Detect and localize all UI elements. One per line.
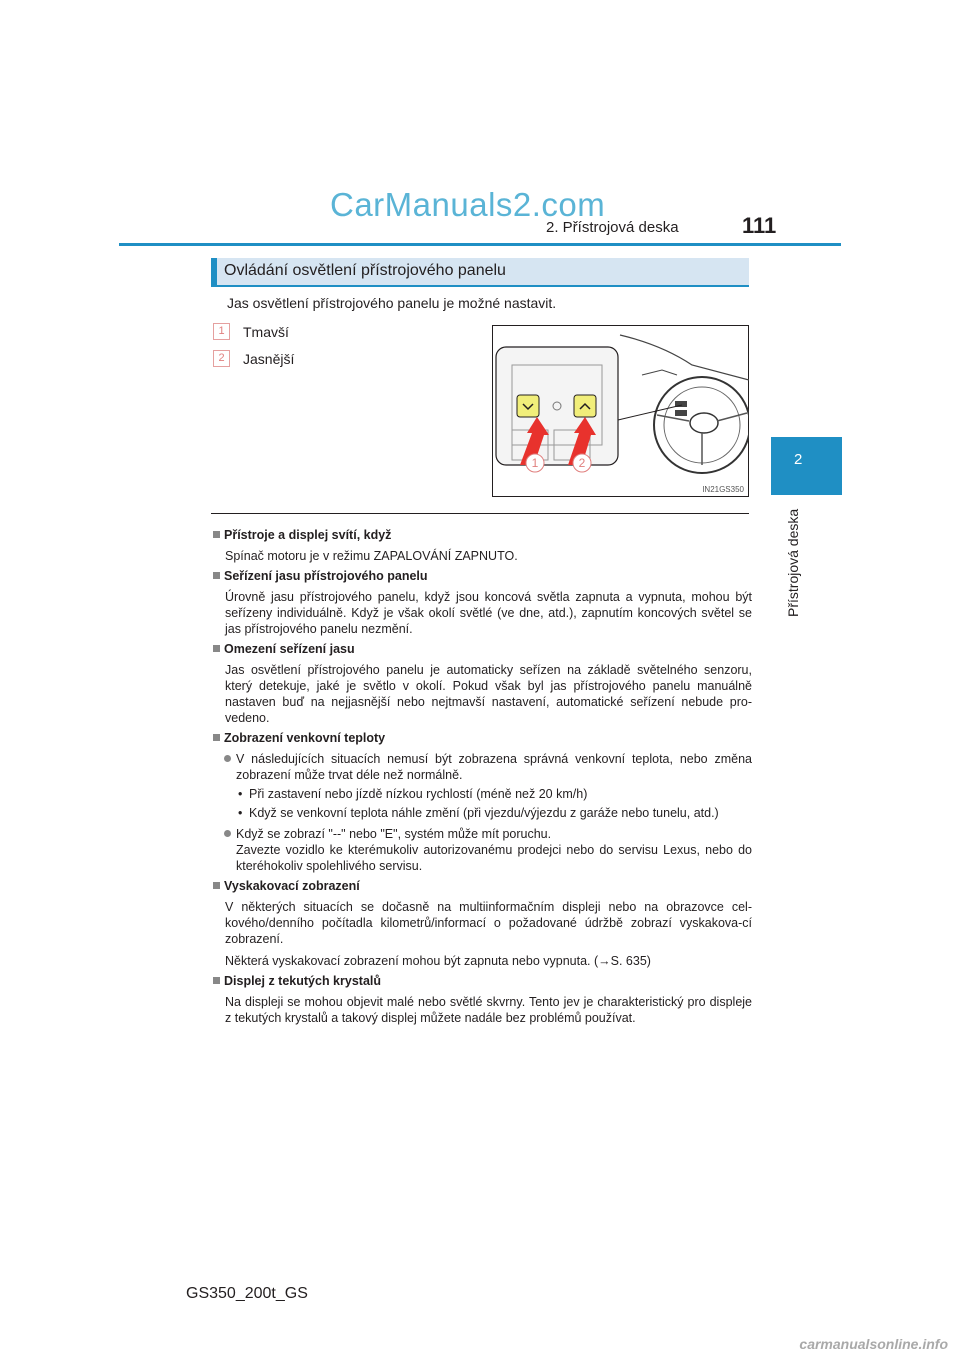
watermark-carmanuals: CarManuals2.com bbox=[330, 186, 606, 223]
chapter-title: 2. Přístrojová deska bbox=[546, 219, 679, 236]
header-rule bbox=[119, 243, 841, 246]
note-title-limits: Omezení seřízení jasu bbox=[212, 641, 752, 657]
chapter-side-label bbox=[785, 507, 805, 617]
notes-separator bbox=[211, 513, 749, 514]
item-number-1: 1 bbox=[213, 323, 230, 340]
chapter-side-label-text: Přístrojová deska bbox=[785, 508, 801, 617]
item-number-2: 2 bbox=[213, 350, 230, 367]
chapter-tab bbox=[771, 437, 842, 495]
notes-section bbox=[212, 523, 752, 1026]
note-sub-temp-2: • Když se venkovní teplota náhle změní (při vjezdu/výjezdu z garáže nebo tunelu, atd.) bbox=[212, 805, 752, 821]
note-body-limits: Jas osvětlení přístrojového panelu je automaticky seřízen na základě světelného senzoru, který detekuje, jaké je světlo v okolí. Pokud však byl jas přístrojového panelu manuálně nastaven buď na nejjasnější nebo nejtmavší nastavení, automatické seřízení nebude pro-vedeno. bbox=[225, 663, 752, 725]
note-body-brightness-adjust: Úrovně jasu přístrojového panelu, když jsou koncová světla zapnuta a vypnuta, mohou být seřízeny individuálně. Když je však okolí světlé (ve dne, atd.), zapnutím koncových světel se jas přístrojového panelu nezmění. bbox=[225, 590, 752, 636]
note-sub-temp-1: • Při zastavení nebo jízdě nízkou rychlostí (méně než 20 km/h) bbox=[212, 786, 752, 802]
illustration-svg bbox=[492, 325, 749, 497]
section-heading bbox=[211, 258, 749, 287]
note-title-popup: Vyskakovací zobrazení bbox=[212, 878, 752, 894]
item-label-darker: Tmavší bbox=[243, 324, 289, 340]
note-bullet-temp-2-cont: Zavezte vozidlo ke kterémukoliv autorizovanému prodejci nebo do servisu Lexus, nebo do kteréhokoliv spolehlivého servisu. bbox=[236, 843, 752, 873]
figure-code: IN21GS350 bbox=[702, 485, 744, 494]
note-title-illumination: Přístroje a displej svítí, když bbox=[212, 527, 752, 543]
item-label-brighter: Jasnější bbox=[243, 351, 295, 367]
chapter-tab-number: 2 bbox=[794, 451, 803, 468]
footer-model: GS350_200t_GS bbox=[186, 1285, 308, 1302]
watermark-carmanualsonline: carmanualsonline.info bbox=[799, 1336, 948, 1352]
note-bullet-temp-2: Když se zobrazí "--" nebo "E", systém může mít poruchu. bbox=[212, 826, 752, 842]
callout-2: 2 bbox=[578, 456, 586, 470]
note-title-brightness-adjust: Seřízení jasu přístrojového panelu bbox=[212, 568, 752, 584]
note-body-lcd: Na displeji se mohou objevit malé nebo světlé skvrny. Tento jev je charakteristický pro displeje z tekutých krystalů a takový displej můžete nadále bez problémů používat. bbox=[225, 995, 752, 1025]
page-number: 111 bbox=[742, 213, 777, 238]
section-heading-accent bbox=[211, 258, 217, 285]
note-title-outside-temp: Zobrazení venkovní teploty bbox=[212, 730, 752, 746]
note-body-illumination: Spínač motoru je v režimu ZAPALOVÁNÍ ZAPNUTO. bbox=[225, 549, 518, 563]
note-body-popup: V některých situacích se dočasně na multiinformačním displeji nebo na obrazovce cel-kového/denního počítadla kilometrů/informací o požadované údržbě zobrazí vyskakova-cí zobrazení. bbox=[225, 900, 752, 946]
note-body-popup-2: Některá vyskakovací zobrazení mohou být zapnuta nebo vypnuta. (→S. 635) bbox=[225, 954, 651, 968]
section-title: Ovládání osvětlení přístrojového panelu bbox=[224, 262, 506, 279]
note-bullet-temp-1: V následujících situacích nemusí být zobrazena správná venkovní teplota, nebo změna zobrazení může trvat déle než normálně. bbox=[212, 751, 752, 783]
note-title-lcd: Displej z tekutých krystalů bbox=[212, 973, 752, 989]
section-intro: Jas osvětlení přístrojového panelu je možné nastavit. bbox=[227, 295, 557, 311]
callout-1: 1 bbox=[531, 456, 539, 470]
dashboard-brightness-illustration bbox=[492, 325, 749, 497]
